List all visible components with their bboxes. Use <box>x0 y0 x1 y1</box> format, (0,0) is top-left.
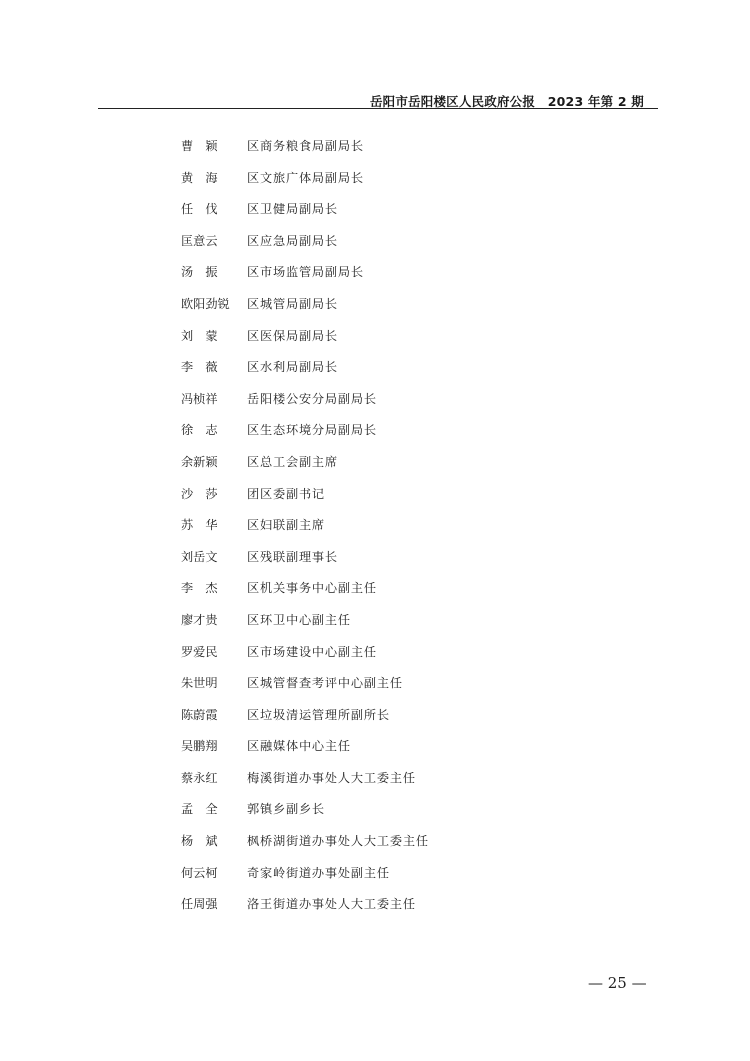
person-name: 孟 全 <box>181 802 218 817</box>
list-item <box>181 453 601 485</box>
position-title: 区融媒体中心主任 <box>247 739 351 754</box>
list-item <box>181 769 601 801</box>
appointment-list <box>181 137 601 927</box>
position-title: 区总工会副主席 <box>247 454 338 469</box>
list-item <box>181 485 601 517</box>
position-title: 区水利局副局长 <box>247 360 338 375</box>
position-title: 区妇联副主席 <box>247 518 325 533</box>
position-title: 洛王街道办事处人大工委主任 <box>247 897 416 912</box>
position-title: 区医保局副局长 <box>247 328 338 343</box>
person-name: 曹 颖 <box>181 139 218 153</box>
list-item <box>181 800 601 832</box>
list-item <box>181 358 601 390</box>
person-name: 任 伐 <box>181 202 218 217</box>
page-header <box>98 86 658 109</box>
position-title: 郭镇乡副乡长 <box>247 802 325 817</box>
list-item <box>181 200 601 232</box>
list-item <box>181 516 601 548</box>
list-item <box>181 327 601 359</box>
list-item <box>181 643 601 675</box>
position-title: 区生态环境分局副局长 <box>247 423 377 438</box>
position-title: 区卫健局副局长 <box>247 202 338 217</box>
header-title: 岳阳市岳阳楼区人民政府公报 2023 年第 2 期 <box>369 94 644 109</box>
list-item <box>181 295 601 327</box>
person-name: 徐 志 <box>181 423 218 438</box>
person-name: 匡意云 <box>181 233 218 248</box>
person-name: 李 薇 <box>181 360 218 375</box>
person-name: 黄 海 <box>181 170 218 185</box>
list-item <box>181 864 601 896</box>
person-name: 刘 蒙 <box>181 328 218 343</box>
person-name: 蔡永红 <box>181 770 218 785</box>
position-title: 区残联副理事长 <box>247 549 338 564</box>
list-item <box>181 579 601 611</box>
person-name: 余新颖 <box>181 454 218 469</box>
person-name: 陈蔚霞 <box>181 707 218 722</box>
person-name: 任周强 <box>181 897 218 912</box>
list-item <box>181 232 601 264</box>
list-item <box>181 137 601 169</box>
person-name: 汤 振 <box>181 265 218 280</box>
position-title: 枫桥湖街道办事处人大工委主任 <box>247 834 429 849</box>
list-item <box>181 895 601 927</box>
position-title: 区文旅广体局副局长 <box>247 170 364 185</box>
list-item <box>181 674 601 706</box>
position-title: 区环卫中心副主任 <box>247 612 351 627</box>
position-title: 区应急局副局长 <box>247 233 338 248</box>
position-title: 区市场监管局副局长 <box>247 265 364 280</box>
person-name: 苏 华 <box>181 518 218 533</box>
position-title: 梅溪街道办事处人大工委主任 <box>247 770 416 785</box>
person-name: 欧阳劲锐 <box>181 296 230 311</box>
person-name: 罗爱民 <box>181 644 218 659</box>
person-name: 刘岳文 <box>181 549 218 564</box>
list-item <box>181 737 601 769</box>
position-title: 区城管局副局长 <box>247 296 338 311</box>
person-name: 李 杰 <box>181 581 218 596</box>
person-name: 廖才贵 <box>181 612 218 627</box>
list-item <box>181 706 601 738</box>
person-name: 杨 斌 <box>181 834 218 849</box>
page-number: — 25 — <box>588 974 647 992</box>
position-title: 区机关事务中心副主任 <box>247 581 377 596</box>
person-name: 朱世明 <box>181 676 218 691</box>
person-name: 冯桢祥 <box>181 391 218 406</box>
position-title: 区市场建设中心副主任 <box>247 644 377 659</box>
position-title: 岳阳楼公安分局副局长 <box>247 391 377 406</box>
position-title: 区城管督查考评中心副主任 <box>247 676 403 691</box>
person-name: 沙 莎 <box>181 486 218 501</box>
list-item <box>181 832 601 864</box>
list-item <box>181 611 601 643</box>
position-title: 团区委副书记 <box>247 486 325 501</box>
list-item <box>181 169 601 201</box>
position-title: 区商务粮食局副局长 <box>247 139 364 153</box>
person-name: 吴鹏翔 <box>181 739 218 754</box>
position-title: 奇家岭街道办事处副主任 <box>247 865 390 880</box>
list-item <box>181 390 601 422</box>
list-item <box>181 548 601 580</box>
person-name: 何云柯 <box>181 865 218 880</box>
position-title: 区垃圾清运管理所副所长 <box>247 707 390 722</box>
list-item <box>181 263 601 295</box>
list-item <box>181 421 601 453</box>
